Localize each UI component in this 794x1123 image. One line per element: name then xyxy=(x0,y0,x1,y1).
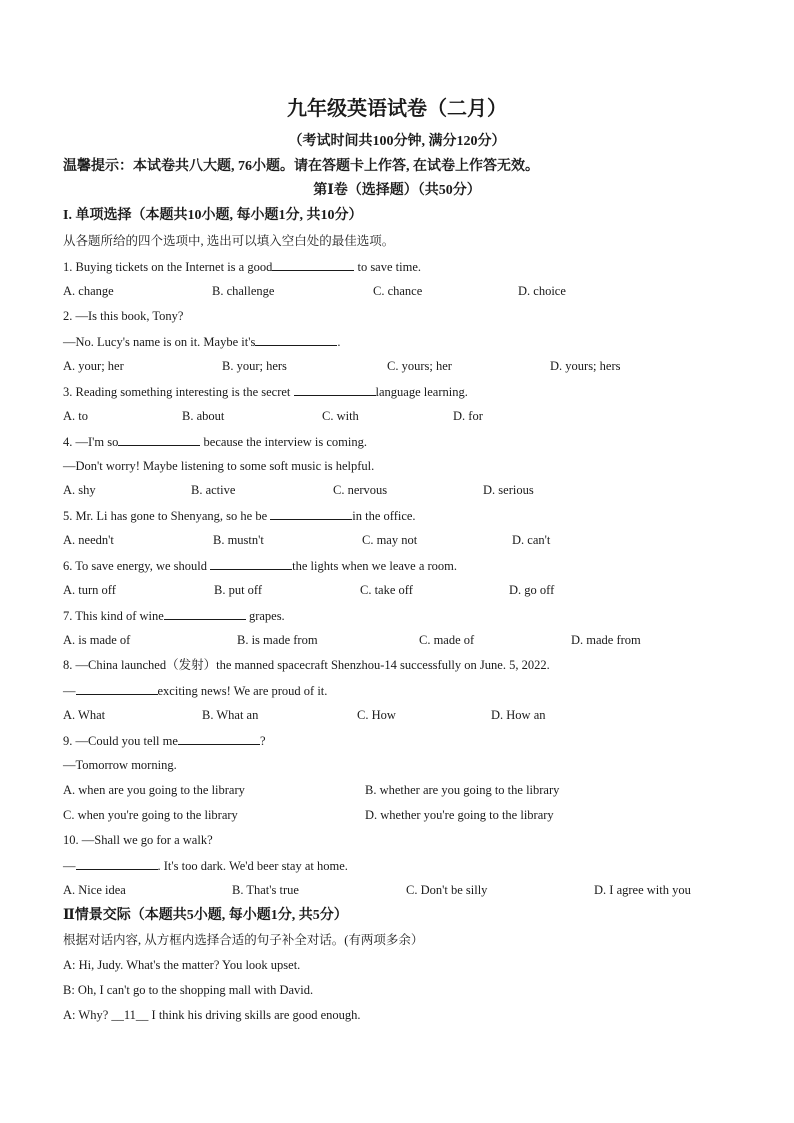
question-text: ? xyxy=(259,734,266,748)
option-a: A. to xyxy=(63,409,88,423)
question-text: the lights when we leave a room. xyxy=(292,559,458,573)
option-b: B. whether are you going to the library xyxy=(365,783,560,797)
dialogue-line xyxy=(63,1007,361,1023)
question-text: 7. This kind of wine xyxy=(63,609,164,623)
question-3 xyxy=(63,383,468,400)
option-d: D. How an xyxy=(491,708,546,722)
option-b: B. That's true xyxy=(232,883,299,897)
question-text: language learning. xyxy=(375,385,468,399)
answer-blank xyxy=(178,732,260,745)
option-d: D. go off xyxy=(509,583,555,597)
section2-instruction: 根据对话内容, 从方框内选择合适的句子补全对话。(有两项多余） xyxy=(63,933,424,947)
option-b: B. challenge xyxy=(212,284,275,298)
option-a: A. is made of xyxy=(63,633,131,647)
option-a: A. Nice idea xyxy=(63,883,126,897)
question-6 xyxy=(63,557,457,574)
question-2: 2. —Is this book, Tony? xyxy=(63,309,184,323)
option-b: B. is made from xyxy=(237,633,318,647)
section1-instruction: 从各题所给的四个选项中, 选出可以填入空白处的最佳选项。 xyxy=(63,234,395,248)
question-text: . It's too dark. We'd beer stay at home. xyxy=(157,859,348,873)
option-c: C. take off xyxy=(360,583,413,597)
answer-blank xyxy=(272,258,354,271)
option-d: D. I agree with you xyxy=(594,883,691,897)
question-text: 4. —I'm so xyxy=(63,435,119,449)
volume-heading: 第Ⅰ卷（选择题）（共50分） xyxy=(313,183,481,198)
answer-blank xyxy=(210,557,292,570)
question-4-reply: —Don't worry! Maybe listening to some soft music is helpful. xyxy=(63,459,375,473)
question-text: grapes. xyxy=(245,609,285,623)
option-a: A. needn't xyxy=(63,533,114,547)
question-text: to save time. xyxy=(354,260,421,274)
answer-blank xyxy=(76,857,158,870)
option-c: C. yours; her xyxy=(387,359,452,373)
question-text: 5. Mr. Li has gone to Shenyang, so he be xyxy=(63,509,271,523)
option-c: C. may not xyxy=(362,533,418,547)
dialogue-text: I think his driving skills are good enough. xyxy=(148,1008,361,1022)
question-text: exciting news! We are proud of it. xyxy=(157,684,328,698)
section1-heading: I. 单项选择（本题共10小题, 每小题1分, 共10分） xyxy=(63,208,363,223)
blank-number: __11__ xyxy=(111,1008,149,1022)
option-d: D. choice xyxy=(518,284,566,298)
option-c: C. nervous xyxy=(333,483,388,497)
answer-blank xyxy=(76,682,158,695)
question-10: 10. —Shall we go for a walk? xyxy=(63,833,213,847)
question-text: — xyxy=(63,684,76,698)
page-title: 九年级英语试卷（二月） xyxy=(287,98,507,120)
question-4 xyxy=(63,433,367,450)
question-9-reply: —Tomorrow morning. xyxy=(63,758,177,772)
question-text: —No. Lucy's name is on it. Maybe it's xyxy=(63,335,256,349)
answer-blank xyxy=(294,383,376,396)
option-c: C. Don't be silly xyxy=(406,883,488,897)
question-7 xyxy=(63,607,285,624)
option-a: A. change xyxy=(63,284,114,298)
option-c: C. chance xyxy=(373,284,423,298)
option-a: A. when are you going to the library xyxy=(63,783,245,797)
answer-blank xyxy=(270,507,352,520)
question-2-reply xyxy=(63,333,340,350)
option-c: C. made of xyxy=(419,633,475,647)
option-a: A. What xyxy=(63,708,106,722)
option-c: C. when you're going to the library xyxy=(63,808,238,822)
option-b: B. active xyxy=(191,483,236,497)
option-b: B. your; hers xyxy=(222,359,287,373)
dialogue-text: A: Why? xyxy=(63,1008,112,1022)
dialogue-line: A: Hi, Judy. What's the matter? You look upset. xyxy=(63,958,301,972)
question-text: 6. To save energy, we should xyxy=(63,559,211,573)
option-d: D. for xyxy=(453,409,483,423)
question-8: 8. —China launched（发射）the manned spacecraft Shenzhou-14 successfully on June. 5, 2022. xyxy=(63,658,550,672)
option-d: D. made from xyxy=(571,633,641,647)
option-d: D. yours; hers xyxy=(550,359,621,373)
question-5 xyxy=(63,507,416,524)
option-b: B. mustn't xyxy=(213,533,264,547)
exam-info: （考试时间共100分钟, 满分120分） xyxy=(288,134,506,149)
question-text: 3. Reading something interesting is the secret xyxy=(63,385,294,399)
question-text: 9. —Could you tell me xyxy=(63,734,178,748)
question-text: — xyxy=(63,859,76,873)
option-a: A. turn off xyxy=(63,583,116,597)
question-text: . xyxy=(337,335,341,349)
option-c: C. with xyxy=(322,409,359,423)
option-a: A. your; her xyxy=(63,359,124,373)
answer-blank xyxy=(164,607,246,620)
question-text: in the office. xyxy=(352,509,416,523)
answer-blank xyxy=(255,333,337,346)
question-10-reply xyxy=(63,857,348,874)
question-9 xyxy=(63,732,266,749)
question-1 xyxy=(63,258,421,275)
option-b: B. about xyxy=(182,409,225,423)
option-a: A. shy xyxy=(63,483,96,497)
question-text: because the interview is coming. xyxy=(200,435,368,449)
section2-heading: Ⅱ情景交际（本题共5小题, 每小题1分, 共5分） xyxy=(63,908,348,923)
option-d: D. can't xyxy=(512,533,551,547)
option-b: B. put off xyxy=(214,583,263,597)
option-d: D. whether you're going to the library xyxy=(365,808,554,822)
question-text: 1. Buying tickets on the Internet is a good xyxy=(63,260,273,274)
option-d: D. serious xyxy=(483,483,534,497)
answer-blank xyxy=(118,433,200,446)
dialogue-line: B: Oh, I can't go to the shopping mall with David. xyxy=(63,983,314,997)
question-8-reply xyxy=(63,682,327,699)
exam-tip: 温馨提示：本试卷共八大题, 76小题。请在答题卡上作答, 在试卷上作答无效。 xyxy=(63,159,539,174)
option-c: C. How xyxy=(357,708,396,722)
option-b: B. What an xyxy=(202,708,259,722)
